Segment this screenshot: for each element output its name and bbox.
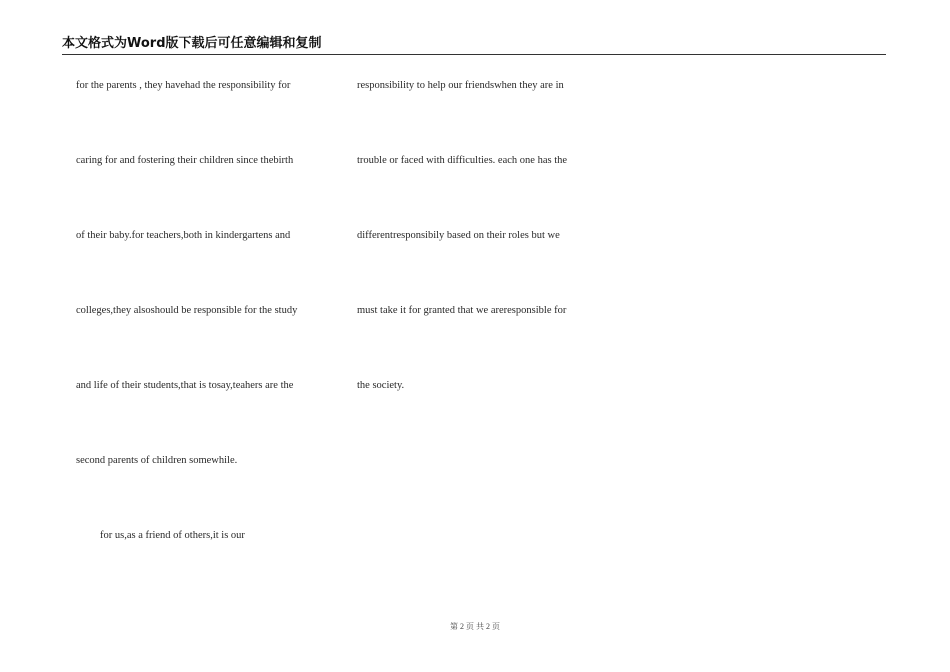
- left-line-2: caring for and fostering their children since thebirth: [76, 155, 294, 166]
- header-title: 本文格式为Word版下载后可任意编辑和复制: [62, 36, 322, 51]
- left-line-5: and life of their students,that is tosay,teahers are the: [76, 380, 294, 391]
- right-line-1: responsibility to help our friendswhen they are in: [357, 80, 564, 91]
- left-line-7: for us,as a friend of others,it is our: [100, 530, 245, 541]
- right-line-2: trouble or faced with difficulties. each one has the: [357, 155, 568, 166]
- left-line-4: colleges,they alsoshould be responsible for the study: [76, 305, 298, 316]
- right-line-3: differentresponsibily based on their roles but we: [357, 230, 560, 241]
- page-number: 第 2 页 共 2 页: [450, 622, 500, 631]
- right-line-4: must take it for granted that we areresponsible for: [357, 305, 567, 316]
- page-header: [62, 36, 886, 55]
- left-line-1: for the parents , they havehad the responsibility for: [76, 80, 291, 91]
- right-line-5: the society.: [357, 380, 405, 391]
- left-line-3: of their baby.for teachers,both in kindergartens and: [76, 230, 291, 241]
- left-line-6: second parents of children somewhile.: [76, 455, 238, 466]
